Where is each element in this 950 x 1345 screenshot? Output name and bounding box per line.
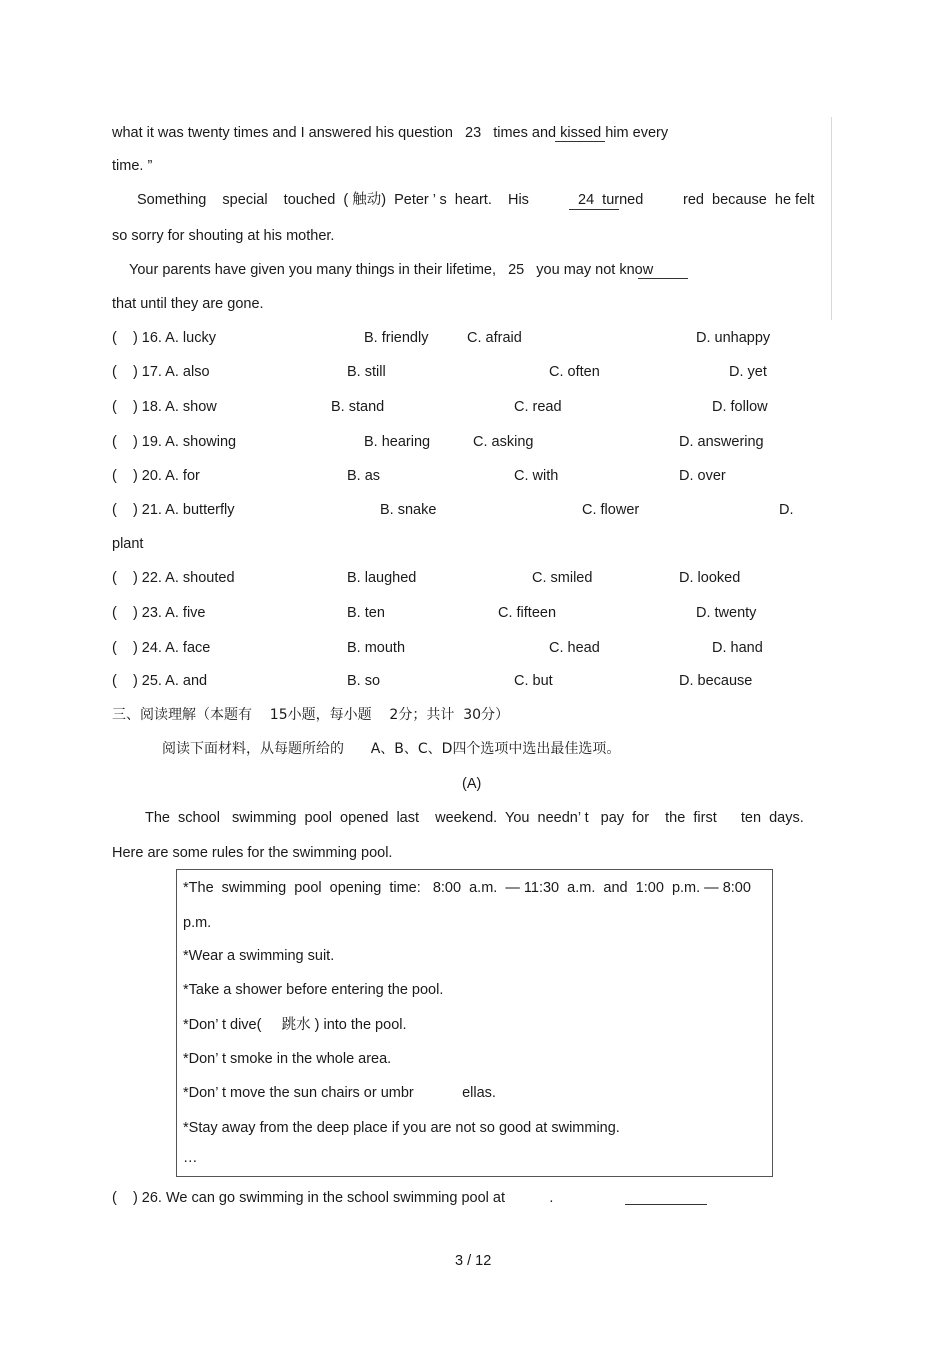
passage-line-1: what it was twenty times and I answered his question 23 times and kissed him every	[112, 125, 669, 141]
q20-option-b: B. as	[347, 468, 381, 484]
q17-stem: ( ) 17. A. also	[112, 364, 210, 380]
q21-option-b: B. snake	[380, 502, 437, 518]
q16-stem: ( ) 16. A. lucky	[112, 330, 216, 346]
q21-option-d-wrap: plant	[112, 536, 144, 552]
q17-option-d: D. yet	[729, 364, 767, 380]
q17-option-c: C. often	[549, 364, 600, 380]
q21-option-c: C. flower	[582, 502, 640, 518]
q18-option-b: B. stand	[331, 399, 385, 415]
passage-line-5: Your parents have given you many things in their lifetime, 25 you may not know	[129, 262, 654, 278]
q25-option-d: D. because	[679, 673, 753, 689]
blank-underline	[638, 278, 688, 279]
q16-option-d: D. unhappy	[696, 330, 771, 346]
passage-line-4: so sorry for shouting at his mother.	[112, 228, 335, 244]
q22-option-d: D. looked	[679, 570, 741, 586]
passage-line-6: that until they are gone.	[112, 296, 264, 312]
rule-line: …	[183, 1150, 198, 1166]
q18-option-c: C. read	[514, 399, 562, 415]
q19-stem: ( ) 19. A. showing	[112, 434, 237, 450]
answer-underline	[625, 1204, 707, 1205]
q24-option-b: B. mouth	[347, 640, 406, 656]
passage-line-2: time. ”	[112, 158, 153, 174]
q17-option-b: B. still	[347, 364, 386, 380]
q23-option-c: C. fifteen	[498, 605, 557, 621]
rule-line: *Don’ t move the sun chairs or umbr ellas.	[183, 1085, 496, 1101]
q21-stem: ( ) 21. A. butterfly	[112, 502, 235, 518]
reading-para-line-2: Here are some rules for the swimming pool.	[112, 845, 393, 861]
q23-option-d: D. twenty	[696, 605, 757, 621]
q18-option-d: D. follow	[712, 399, 768, 415]
q24-option-c: C. head	[549, 640, 600, 656]
section-instruction: 阅读下面材料，从每题所给的 A、B、C、D四个选项中选出最佳选项。	[162, 741, 621, 757]
reading-para-line-1: The school swimming pool opened last weekend. You needn’ t pay for the first ten days.	[145, 810, 804, 826]
q21-option-d: D.	[779, 502, 794, 518]
rule-line: *Don’ t smoke in the whole area.	[183, 1051, 392, 1067]
blank-underline	[569, 209, 619, 210]
q20-option-c: C. with	[514, 468, 559, 484]
q25-option-b: B. so	[347, 673, 381, 689]
passage-line-3a: Something special touched ( 触动) Peter ’ s heart. His	[137, 192, 529, 208]
q19-option-c: C. asking	[473, 434, 534, 450]
q20-option-d: D. over	[679, 468, 726, 484]
q16-option-b: B. friendly	[364, 330, 429, 346]
rule-line: *The swimming pool opening time: 8:00 a.m. — 11:30 a.m. and 1:00 p.m. — 8:00	[183, 880, 751, 896]
passage-line-3b: red because he felt	[683, 192, 815, 208]
section-heading: 三、阅读理解（本题有 15小题，每小题 2分；共计 30分）	[112, 707, 510, 723]
q16-option-c: C. afraid	[467, 330, 522, 346]
blank-underline	[555, 141, 605, 142]
passage-line-3-blank: 24 turned	[578, 192, 644, 208]
q20-stem: ( ) 20. A. for	[112, 468, 200, 484]
q23-option-b: B. ten	[347, 605, 385, 621]
q19-option-b: B. hearing	[364, 434, 431, 450]
part-label: (A)	[462, 776, 482, 792]
rule-line: p.m.	[183, 915, 212, 931]
q26-stem: ( ) 26. We can go swimming in the school swimming pool at .	[112, 1190, 554, 1206]
rule-line: *Wear a swimming suit.	[183, 948, 335, 964]
q25-stem: ( ) 25. A. and	[112, 673, 208, 689]
q23-stem: ( ) 23. A. five	[112, 605, 206, 621]
q22-stem: ( ) 22. A. shouted	[112, 570, 235, 586]
margin-rule	[831, 117, 832, 320]
q22-option-c: C. smiled	[532, 570, 593, 586]
q24-stem: ( ) 24. A. face	[112, 640, 211, 656]
q19-option-d: D. answering	[679, 434, 764, 450]
q18-stem: ( ) 18. A. show	[112, 399, 217, 415]
q24-option-d: D. hand	[712, 640, 763, 656]
q25-option-c: C. but	[514, 673, 553, 689]
q22-option-b: B. laughed	[347, 570, 417, 586]
rule-line: *Stay away from the deep place if you are not so good at swimming.	[183, 1120, 620, 1136]
page-number: 3 / 12	[455, 1253, 492, 1269]
rule-line: *Don’ t dive( 跳水 ) into the pool.	[183, 1017, 407, 1033]
rule-line: *Take a shower before entering the pool.	[183, 982, 444, 998]
